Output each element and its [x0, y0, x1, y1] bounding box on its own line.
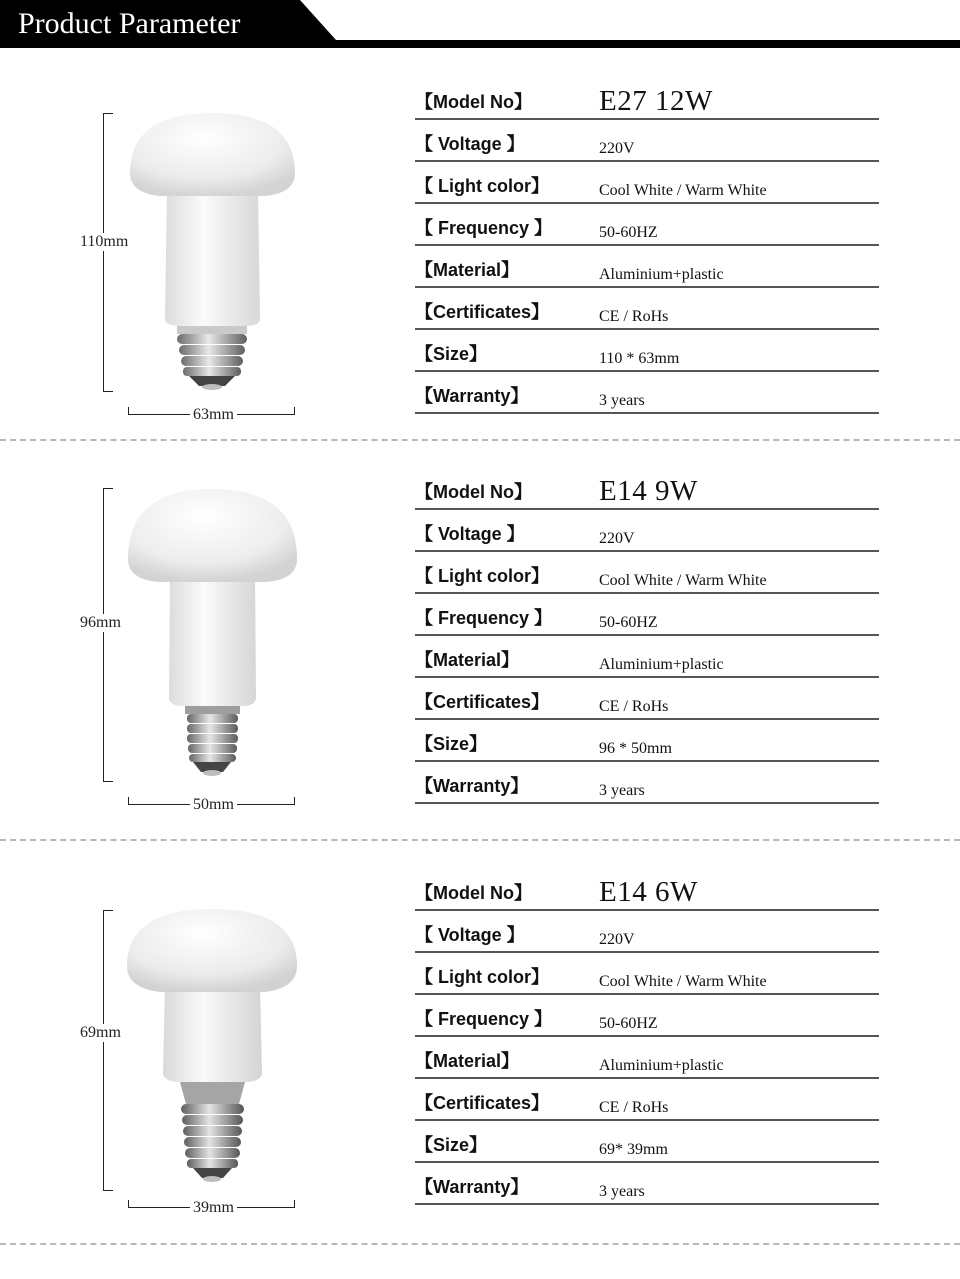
- spec-table: [415, 869, 879, 1205]
- spec-row-frequency: [415, 204, 879, 246]
- bulb-figure: [0, 442, 390, 837]
- spec-label: 【 Voltage 】: [415, 524, 525, 544]
- spec-row-certificates: [415, 1079, 879, 1121]
- spec-row-frequency: [415, 995, 879, 1037]
- spec-label: 【Material】: [415, 1051, 520, 1071]
- spec-value: 220V: [599, 530, 635, 547]
- width-label: 39mm: [190, 1199, 237, 1217]
- spec-value: 3 years: [599, 782, 645, 799]
- spec-value: CE / RoHs: [599, 308, 669, 325]
- spec-label: 【 Light color】: [415, 967, 549, 987]
- dimension-tick: [103, 113, 113, 114]
- spec-row-voltage: [415, 120, 879, 162]
- bulb-figure: [0, 0, 390, 440]
- spec-row-model: [415, 869, 879, 911]
- height-label: 69mm: [80, 1024, 121, 1041]
- spec-value: Cool White / Warm White: [599, 973, 767, 990]
- spec-label: 【 Voltage 】: [415, 925, 525, 945]
- spec-value: 220V: [599, 931, 635, 948]
- spec-row-warranty: [415, 762, 879, 804]
- spec-label: 【Warranty】: [415, 776, 529, 796]
- spec-label: 【Warranty】: [415, 386, 529, 406]
- spec-value: CE / RoHs: [599, 1099, 669, 1116]
- product-section-3: [0, 842, 960, 1242]
- spec-row-certificates: [415, 288, 879, 330]
- spec-row-certificates: [415, 678, 879, 720]
- spec-value: 3 years: [599, 392, 645, 409]
- section-divider: [0, 1243, 960, 1245]
- dimension-tick: [103, 1190, 113, 1191]
- spec-table: [415, 78, 879, 414]
- spec-row-size: [415, 330, 879, 372]
- spec-value: 96 * 50mm: [599, 740, 672, 757]
- spec-value: Aluminium+plastic: [599, 1057, 724, 1074]
- bulb-e14-image: [125, 904, 300, 1194]
- spec-row-frequency: [415, 594, 879, 636]
- spec-value: 3 years: [599, 1183, 645, 1200]
- dimension-tick: [294, 797, 295, 805]
- height-dimension-line: [103, 910, 104, 1191]
- spec-value: Cool White / Warm White: [599, 182, 767, 199]
- spec-value: CE / RoHs: [599, 698, 669, 715]
- spec-row-light-color: [415, 552, 879, 594]
- spec-row-voltage: [415, 510, 879, 552]
- page-title: Product Parameter: [18, 7, 241, 40]
- spec-label: 【Size】: [415, 1135, 488, 1155]
- spec-label: 【Warranty】: [415, 1177, 529, 1197]
- spec-row-warranty: [415, 1163, 879, 1205]
- spec-value: Aluminium+plastic: [599, 656, 724, 673]
- spec-label: 【Certificates】: [415, 1093, 550, 1113]
- bulb-e27-image: [125, 108, 300, 398]
- spec-row-size: [415, 720, 879, 762]
- dimension-tick: [103, 391, 113, 392]
- spec-label: 【Model No】: [415, 92, 532, 112]
- height-dimension-line: [103, 113, 104, 392]
- spec-value: Cool White / Warm White: [599, 572, 767, 589]
- spec-row-light-color: [415, 953, 879, 995]
- spec-label: 【Size】: [415, 344, 488, 364]
- spec-label: 【Model No】: [415, 883, 532, 903]
- spec-label: 【 Light color】: [415, 176, 549, 196]
- spec-row-light-color: [415, 162, 879, 204]
- product-section-2: [0, 442, 960, 837]
- section-divider: [0, 439, 960, 441]
- width-label: 50mm: [190, 796, 237, 814]
- spec-row-voltage: [415, 911, 879, 953]
- spec-row-material: [415, 246, 879, 288]
- bulb-e14-image: [125, 484, 300, 784]
- spec-label: 【Model No】: [415, 482, 532, 502]
- spec-label: 【Material】: [415, 260, 520, 280]
- spec-label: 【 Frequency 】: [415, 218, 553, 238]
- spec-value: 220V: [599, 140, 635, 157]
- dimension-tick: [103, 781, 113, 782]
- dimension-tick: [103, 910, 113, 911]
- dimension-tick: [294, 1200, 295, 1208]
- spec-value: Aluminium+plastic: [599, 266, 724, 283]
- spec-label: 【 Voltage 】: [415, 134, 525, 154]
- height-label: 96mm: [80, 614, 121, 631]
- spec-value: E14 9W: [599, 475, 698, 507]
- spec-value: 50-60HZ: [599, 224, 658, 241]
- spec-row-model: [415, 78, 879, 120]
- spec-row-material: [415, 636, 879, 678]
- spec-label: 【Size】: [415, 734, 488, 754]
- height-label: 110mm: [80, 233, 129, 250]
- spec-value: 69* 39mm: [599, 1141, 668, 1158]
- spec-label: 【 Frequency 】: [415, 608, 553, 628]
- spec-row-model: [415, 468, 879, 510]
- spec-value: 50-60HZ: [599, 1015, 658, 1032]
- bulb-figure: [0, 842, 390, 1242]
- spec-row-material: [415, 1037, 879, 1079]
- dimension-tick: [294, 407, 295, 415]
- height-dimension-line: [103, 488, 104, 782]
- spec-label: 【Material】: [415, 650, 520, 670]
- spec-label: 【Certificates】: [415, 302, 550, 322]
- section-divider: [0, 839, 960, 841]
- dimension-tick: [103, 488, 113, 489]
- product-section-1: [0, 0, 960, 440]
- width-label: 63mm: [190, 406, 237, 424]
- spec-row-warranty: [415, 372, 879, 414]
- spec-table: [415, 468, 879, 804]
- spec-label: 【 Frequency 】: [415, 1009, 553, 1029]
- spec-row-size: [415, 1121, 879, 1163]
- spec-value: E27 12W: [599, 85, 713, 117]
- spec-value: 50-60HZ: [599, 614, 658, 631]
- spec-value: 110 * 63mm: [599, 350, 680, 367]
- spec-label: 【Certificates】: [415, 692, 550, 712]
- spec-value: E14 6W: [599, 876, 698, 908]
- spec-label: 【 Light color】: [415, 566, 549, 586]
